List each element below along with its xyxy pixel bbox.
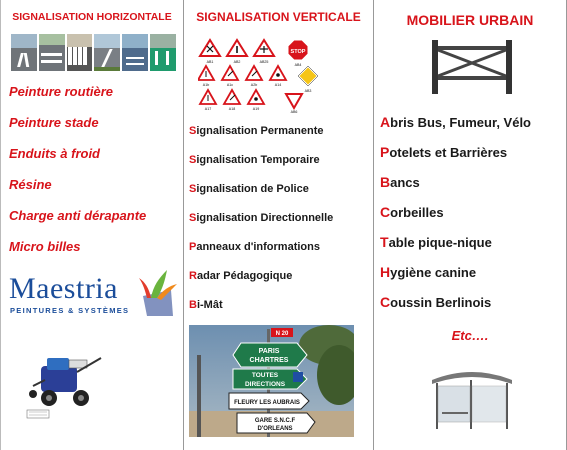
logo-word: Maestria	[9, 272, 118, 305]
svg-text:A2b: A2b	[250, 83, 258, 87]
road-marking-photos	[11, 34, 176, 71]
warning-sign-bottom-icon	[200, 90, 264, 104]
list-item: Coussin Berlinois	[380, 294, 492, 310]
svg-text:A1c: A1c	[226, 83, 234, 87]
photo-road-1	[11, 34, 37, 71]
list-item: Bancs	[380, 174, 420, 190]
logo-tagline: PEINTURES & SYSTÈMES	[10, 306, 130, 315]
svg-text:PARIS: PARIS	[258, 348, 280, 355]
yield-sign-icon	[286, 94, 302, 108]
svg-text:FLEURY LES AUBRAIS: FLEURY LES AUBRAIS	[234, 400, 300, 406]
priority-road-sign-icon	[298, 66, 318, 86]
list-item: Radar Pédagogique	[189, 270, 293, 282]
list-item: Corbeilles	[380, 204, 444, 220]
photo-road-3	[67, 34, 93, 71]
svg-text:A19: A19	[252, 107, 260, 111]
list-item: Hygiène canine	[380, 264, 477, 280]
list-item: Panneaux d'informations	[189, 241, 320, 253]
traffic-signs-grid	[198, 38, 344, 114]
line-striper-machine-icon	[23, 352, 113, 422]
horizontal-services-list	[9, 84, 146, 270]
list-item: Peinture stade	[9, 115, 99, 130]
vertical-title: SIGNALISATION VERTICALE	[196, 10, 361, 24]
direction-signs-photo	[189, 325, 354, 437]
svg-text:AB1: AB1	[206, 60, 214, 64]
bus-shelter-icon	[430, 366, 514, 430]
list-item: Bi-Mât	[189, 299, 223, 311]
list-item: Signalisation Directionnelle	[189, 212, 334, 224]
horizontal-title: SIGNALISATION HORIZONTALE	[12, 11, 172, 23]
urban-title: MOBILIER URBAIN	[406, 12, 534, 28]
svg-text:A17: A17	[204, 107, 212, 111]
stop-sign-icon	[288, 40, 308, 60]
list-item: Signalisation de Police	[189, 183, 309, 195]
horizontal-signage-column	[0, 0, 183, 450]
vertical-signage-column	[183, 0, 373, 450]
photo-road-4	[94, 34, 120, 71]
svg-text:AB6: AB6	[290, 110, 298, 114]
list-item: Potelets et Barrières	[380, 144, 508, 160]
list-item: Micro billes	[9, 239, 81, 254]
list-item: Signalisation Temporaire	[189, 154, 320, 166]
svg-text:CHARTRES: CHARTRES	[249, 357, 289, 364]
svg-text:TOUTES: TOUTES	[251, 372, 279, 379]
svg-text:AB2: AB2	[233, 60, 241, 64]
route-number: N 20	[275, 331, 289, 337]
svg-text:AB3: AB3	[304, 89, 312, 93]
urban-furniture-list	[380, 114, 531, 324]
svg-text:A1b: A1b	[202, 83, 210, 87]
urban-furniture-column	[373, 0, 567, 450]
logo-emblem-icon	[137, 268, 179, 318]
svg-text:GARE S.N.C.F: GARE S.N.C.F	[254, 418, 296, 424]
barrier-icon	[430, 38, 514, 96]
list-item: Charge anti dérapante	[9, 208, 147, 223]
list-item: Table pique-nique	[380, 234, 492, 250]
vertical-services-list	[189, 124, 333, 327]
list-item: Signalisation Permanente	[189, 125, 324, 137]
warning-sign-icon	[200, 40, 274, 56]
photo-road-2	[39, 34, 65, 71]
warning-sign-row-icon	[198, 66, 286, 80]
list-item: Enduits à froid	[9, 146, 100, 161]
svg-text:AB4: AB4	[294, 63, 302, 67]
list-item: Peinture routière	[9, 84, 114, 99]
photo-road-5	[122, 34, 148, 71]
svg-text:STOP: STOP	[290, 49, 306, 55]
list-item: Résine	[9, 177, 52, 192]
svg-text:AB25: AB25	[259, 60, 269, 64]
photo-road-6	[150, 34, 176, 71]
etc-text: Etc….	[451, 328, 489, 343]
svg-text:A14: A14	[274, 83, 282, 87]
svg-text:D'ORLEANS: D'ORLEANS	[257, 426, 293, 432]
svg-text:DIRECTIONS: DIRECTIONS	[244, 381, 286, 388]
maestria-logo	[9, 268, 179, 318]
svg-text:A18: A18	[228, 107, 236, 111]
list-item: Abris Bus, Fumeur, Vélo	[380, 114, 531, 130]
